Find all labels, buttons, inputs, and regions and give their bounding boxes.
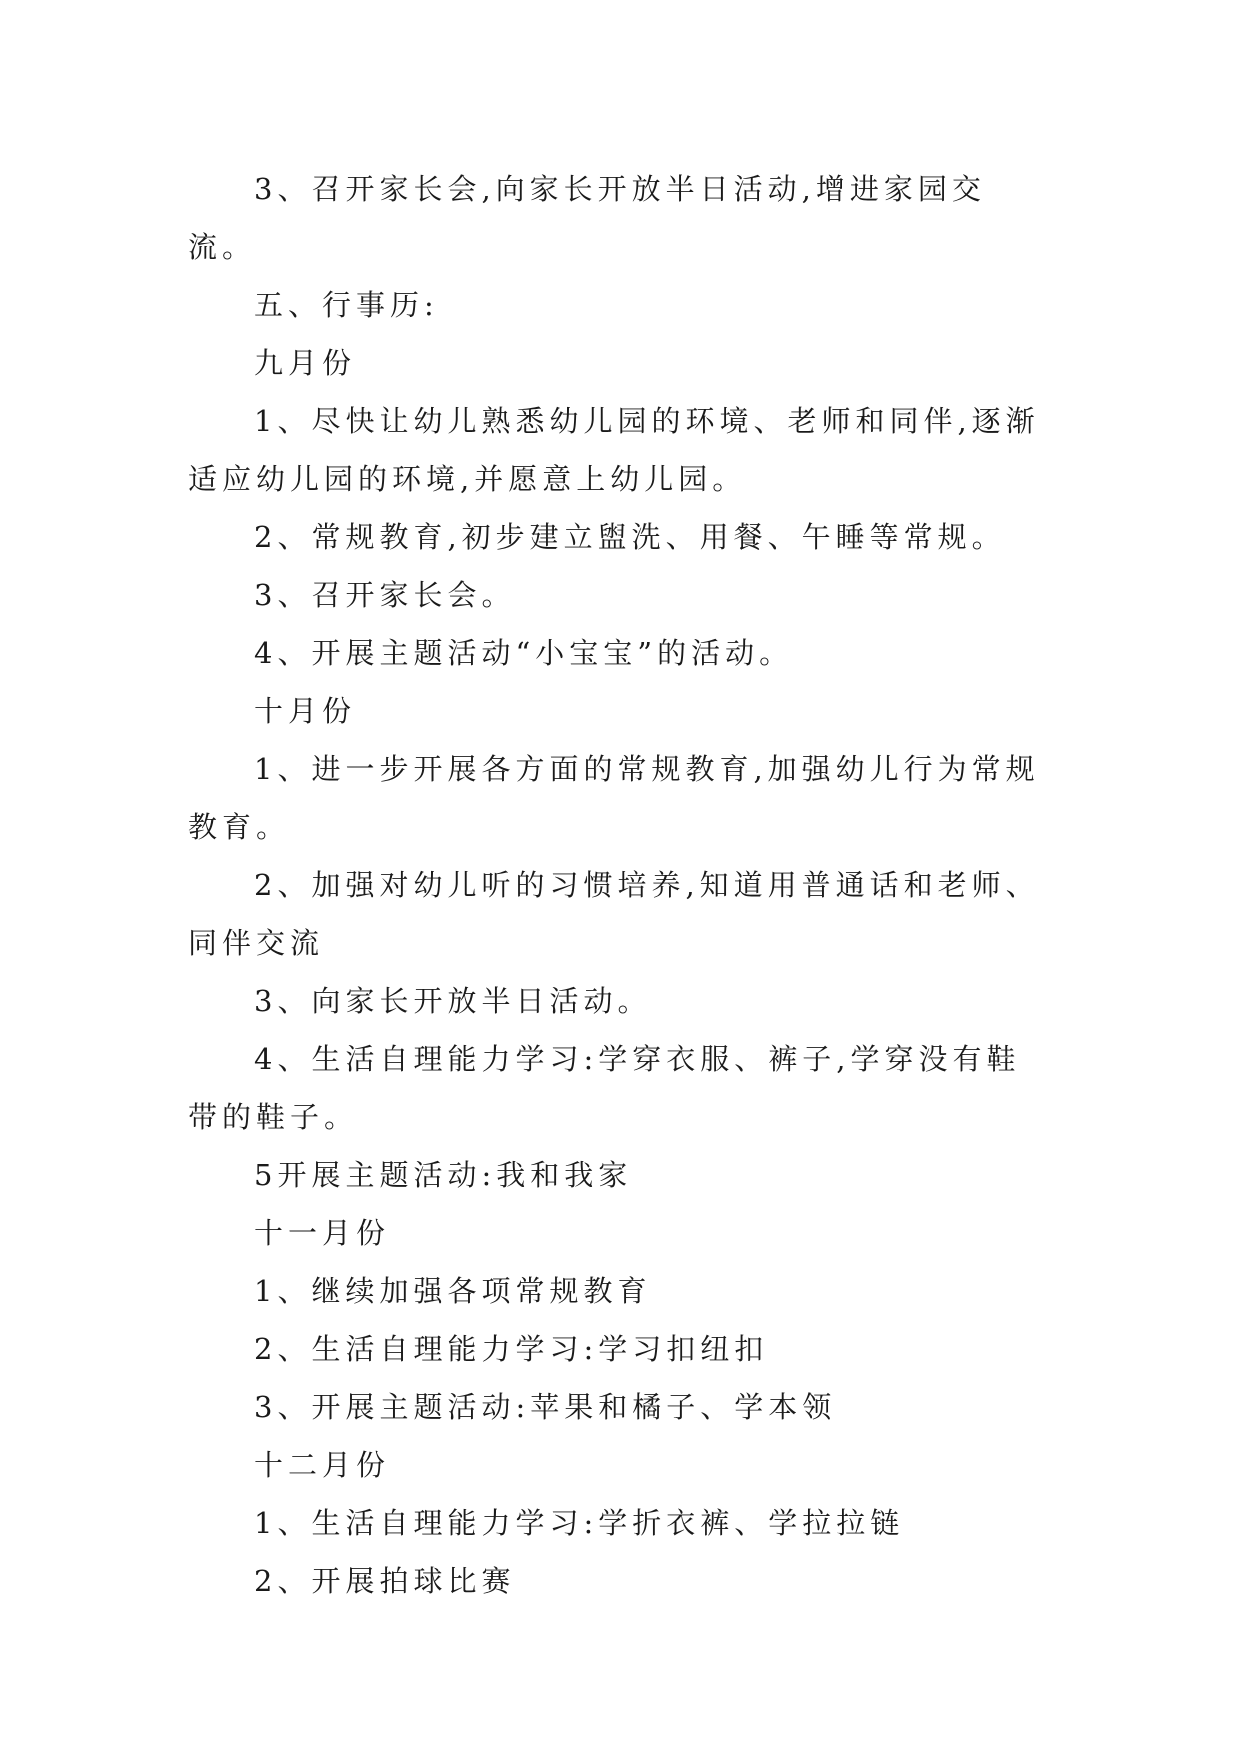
list-item: 5开展主题活动:我和我家 (254, 1158, 633, 1192)
list-item: 2、常规教育,初步建立盥洗、用餐、午睡等常规。 (254, 520, 1006, 554)
month-heading-september: 九月份 (254, 346, 357, 380)
list-item: 3、召开家长会。 (254, 578, 516, 612)
list-item: 2、生活自理能力学习:学习扣纽扣 (254, 1332, 769, 1366)
section-heading-calendar: 五、行事历: (254, 288, 439, 322)
list-item: 3、向家长开放半日活动。 (254, 984, 652, 1018)
list-item: 2、开展拍球比赛 (254, 1564, 516, 1598)
list-item: 1、尽快让幼儿熟悉幼儿园的环境、老师和同伴,逐渐适应幼儿园的环境,并愿意上幼儿园。 (188, 404, 1040, 496)
list-item: 4、生活自理能力学习:学穿衣服、裤子,学穿没有鞋带的鞋子。 (188, 1042, 1021, 1134)
list-item: 4、开展主题活动“小宝宝”的活动。 (254, 636, 794, 670)
list-item: 1、生活自理能力学习:学折衣裤、学拉拉链 (254, 1506, 905, 1540)
month-heading-november: 十一月份 (254, 1216, 391, 1250)
paragraph-parent-meeting: 3、召开家长会,向家长开放半日活动,增进家园交流。 (188, 172, 986, 264)
list-item: 3、开展主题活动:苹果和橘子、学本领 (254, 1390, 837, 1424)
list-item: 2、加强对幼儿听的习惯培养,知道用普通话和老师、同伴交流 (188, 868, 1040, 960)
document-body (188, 160, 1048, 1610)
list-item: 1、继续加强各项常规教育 (254, 1274, 652, 1308)
list-item: 1、进一步开展各方面的常规教育,加强幼儿行为常规教育。 (188, 752, 1040, 844)
month-heading-october: 十月份 (254, 694, 357, 728)
month-heading-december: 十二月份 (254, 1448, 391, 1482)
